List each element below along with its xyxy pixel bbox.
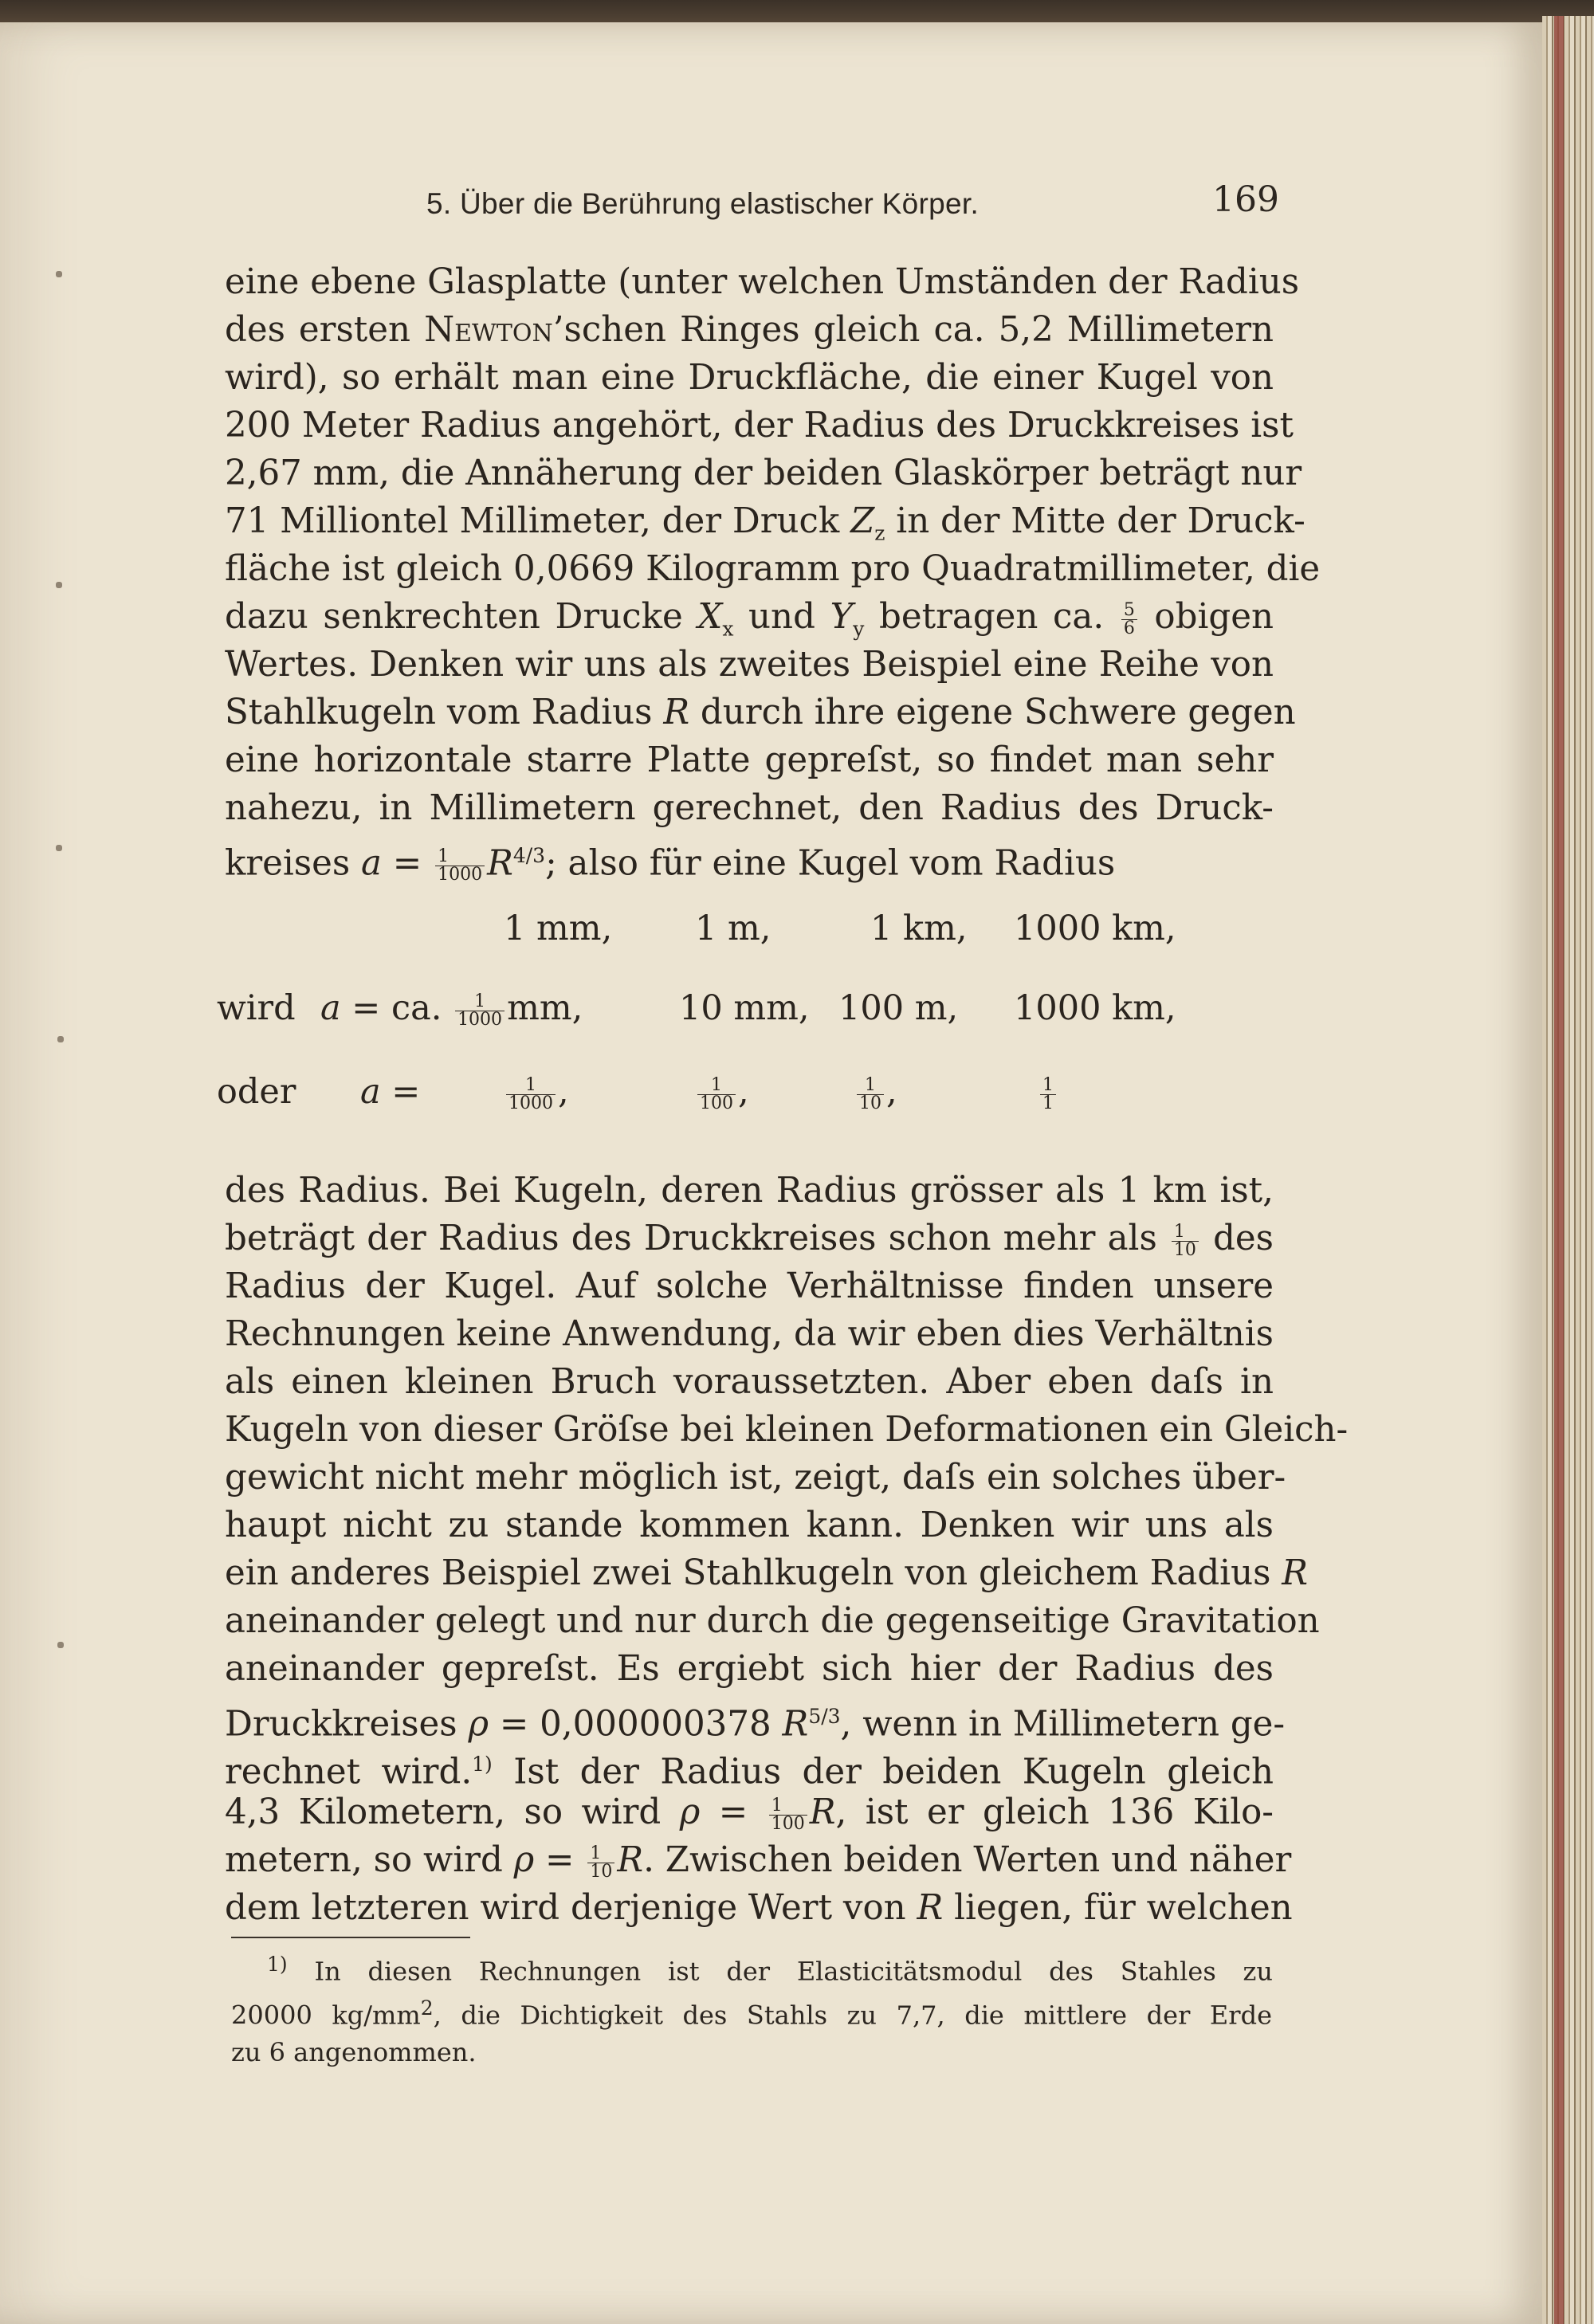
footnote-ref: 1): [472, 1753, 493, 1776]
running-title: 5. Über die Berührung elastischer Körper.: [426, 187, 980, 220]
text-line: metern, so wird ρ = $\frac{1}{10}$ R. Zwischen beiden Werten und näher: [225, 1840, 1292, 1882]
fraction: $\frac{1}{10}$: [857, 1077, 884, 1113]
author-name: Newton: [424, 310, 553, 350]
result-row-fraction: oder a = $\frac{1}{1000}$ , $\frac{1}{100}$ , $\frac{1}{10}$ , $\frac{1}{1}$: [217, 1072, 1277, 1120]
fraction: $\frac{1}{1000}$: [435, 848, 485, 884]
text-line: Stahlkugeln vom Radius R durch ihre eigene Schwere gegen: [225, 693, 1296, 732]
margin-speck: [56, 845, 62, 851]
text-line: wird), so erhält man eine Druckfläche, die einer Kugel von: [225, 358, 1274, 398]
text-line: kreises a = $\frac{1}{1000}$ $R^{4/3}$; also für eine Kugel vom Radius: [225, 843, 1116, 885]
footnote-rule: [231, 1937, 470, 1938]
text-line: 2,67 mm, die Annäherung der beiden Glaskörper beträgt nur: [225, 453, 1302, 493]
red-page-edge: [1554, 16, 1564, 2324]
margin-speck: [57, 1642, 64, 1648]
running-header: [223, 179, 1279, 227]
text-line: dazu senkrechten Drucke $X_x$ und $Y_y$ betragen ca. $\frac{5}{6}$ obigen: [225, 597, 1274, 641]
text-line: Wertes. Denken wir uns als zweites Beispiel eine Reihe von: [225, 645, 1274, 685]
page-number: 169: [1212, 179, 1279, 220]
text-line: rechnet wird.$^{1)}$ Ist der Radius der beiden Kugeln gleich: [225, 1752, 1274, 1792]
footnote-line: $^{1)}$ In diesen Rechnungen ist der Elasticitätsmodul des Stahles zu: [267, 1953, 1273, 1987]
radius-row: 1 mm, 1 m, 1 km, 1000 km,: [504, 909, 1176, 948]
text-line: gewicht nicht mehr möglich ist, zeigt, daſs ein solches über-: [225, 1458, 1286, 1498]
text-line: aneinander gelegt und nur durch die gegenseitige Gravitation: [225, 1601, 1320, 1641]
fraction: $\frac{5}{6}$: [1121, 602, 1137, 638]
margin-speck: [56, 582, 62, 588]
text-line: beträgt der Radius des Druckkreises schon mehr als $\frac{1}{10}$ des: [225, 1219, 1274, 1260]
text-line: 200 Meter Radius angehört, der Radius des Druckkreises ist: [225, 406, 1294, 446]
fraction: $\frac{1}{1000}$: [455, 993, 505, 1029]
text-line: 71 Milliontel Millimeter, der Druck $Z_z$ in der Mitte der Druck-: [225, 501, 1305, 545]
text-line: Radius der Kugel. Auf solche Verhältnisse finden unsere: [225, 1266, 1274, 1306]
margin-speck: [56, 271, 62, 277]
footnote-line: zu 6 angenommen.: [231, 2037, 477, 2067]
footnote-line: 20000 $kg/mm^2$, die Dichtigkeit des Stahls zu 7,7, die mittlere der Erde: [231, 1996, 1273, 2031]
text-line: aneinander gepreſst. Es ergiebt sich hier der Radius des: [225, 1649, 1274, 1689]
fraction: $\frac{1}{100}$: [769, 1797, 807, 1833]
text-line: fläche ist gleich 0,0669 Kilogramm pro Quadratmillimeter, die: [225, 549, 1321, 589]
text-line: dem letzteren wird derjenige Wert von R liegen, für welchen: [225, 1888, 1293, 1928]
text-line: Druckkreises ρ = 0,000000378 $R^{5/3}$, wenn in Millimetern ge-: [225, 1704, 1286, 1745]
text-line: eine ebene Glasplatte (unter welchen Umständen der Radius: [225, 262, 1300, 302]
result-row-mm: wird a = ca. $\frac{1}{1000}$ mm, 10 mm, 100 m, 1000 km,: [217, 988, 1176, 1030]
page-stack-edge: [1542, 16, 1594, 2324]
fraction: $\frac{1}{1}$: [1040, 1077, 1056, 1113]
text-line: des Radius. Bei Kugeln, deren Radius grösser als 1 km ist,: [225, 1171, 1274, 1211]
text-line: haupt nicht zu stande kommen kann. Denken wir uns als: [225, 1505, 1274, 1545]
text-line: eine horizontale starre Platte gepreſst, so findet man sehr: [225, 740, 1274, 780]
footnote-marker: 1): [267, 1953, 288, 1976]
fraction: $\frac{1}{10}$: [1172, 1223, 1199, 1259]
text-line: des ersten Newton’schen Ringes gleich ca. 5,2 Millimetern: [225, 310, 1274, 350]
text-line: Rechnungen keine Anwendung, da wir eben dies Verhältnis: [225, 1314, 1274, 1354]
fraction: $\frac{1}{1000}$: [506, 1077, 556, 1113]
margin-speck: [57, 1036, 64, 1042]
fraction: $\frac{1}{10}$: [587, 1845, 614, 1881]
text-line: als einen kleinen Bruch voraussetzten. Aber eben daſs in: [225, 1362, 1274, 1402]
text-line: nahezu, in Millimetern gerechnet, den Radius des Druck-: [225, 788, 1274, 828]
fraction: $\frac{1}{100}$: [697, 1077, 736, 1113]
text-line: Kugeln von dieser Gröſse bei kleinen Deformationen ein Gleich-: [225, 1410, 1349, 1450]
text-line: ein anderes Beispiel zwei Stahlkugeln von gleichem Radius R: [225, 1553, 1309, 1593]
text-line: 4,3 Kilometern, so wird ρ = $\frac{1}{100}$ R, ist er gleich 136 Kilo-: [225, 1792, 1274, 1834]
